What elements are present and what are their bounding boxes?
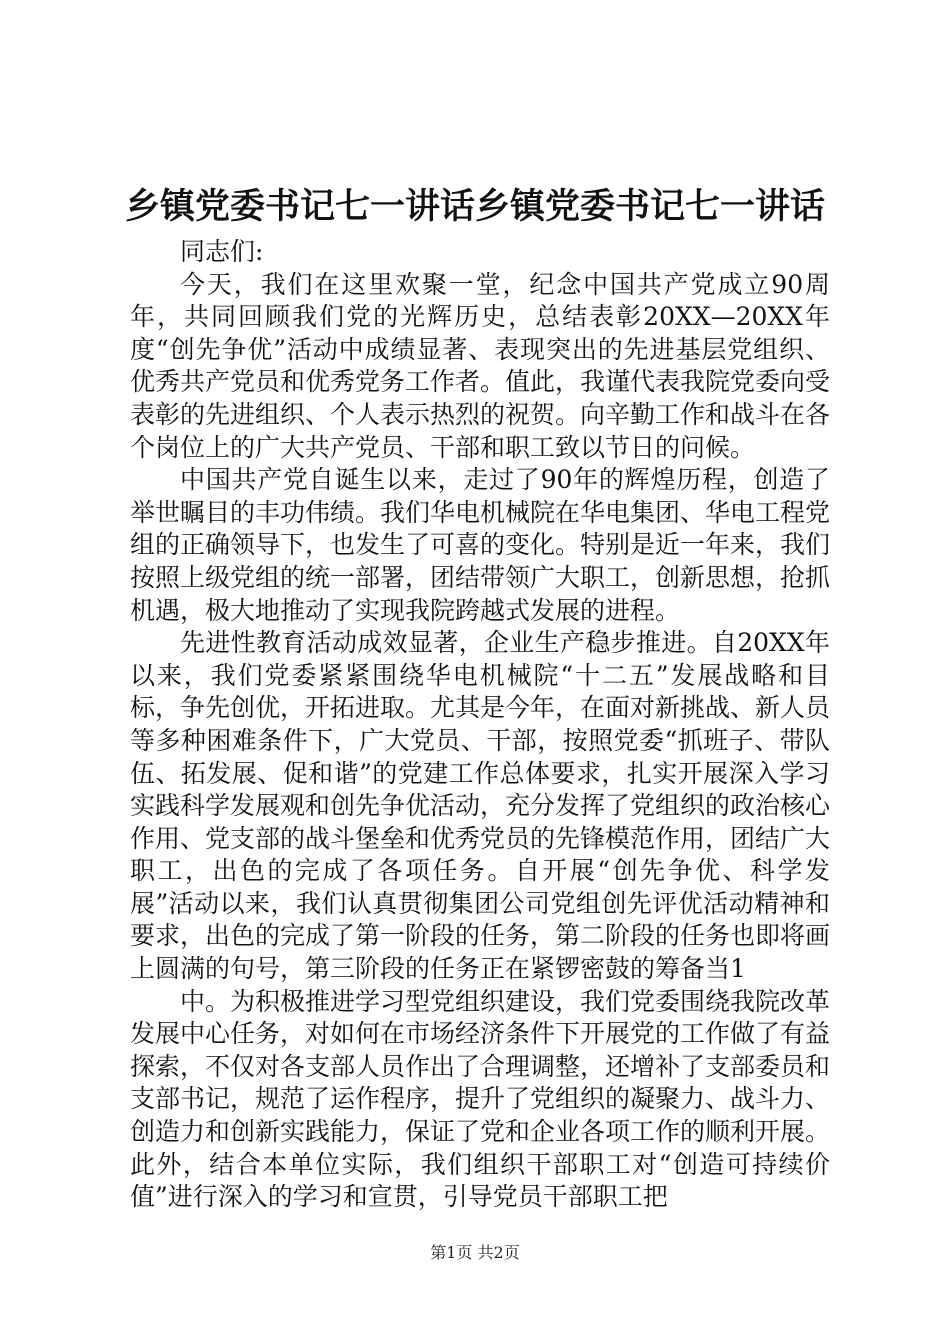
page-footer: 第1页 共2页 xyxy=(430,1243,520,1262)
body-paragraph: 中。为积极推进学习型党组织建设，我们党委围绕我院改革发展中心任务，对如何在市场经济条件下开展党的工作做了有益探索，不仅对各支部人员作出了合理调整，还增补了支部委员和支部书记，规范了运作程序，提升了党组织的凝聚力、战斗力、创造力和创新实践能力，保证了党和企业各项工作的顺利开展。此外，结合本单位实际，我们组织干部职工对“创造可持续价值”进行深入的学习和宣贯，引导党员干部职工把 xyxy=(130,986,831,1212)
body-paragraph: 今天，我们在这里欢聚一堂，纪念中国共产党成立90周年，共同回顾我们党的光辉历史，总结表彰20XX—20XX年度“创先争优”活动中成绩显著、表现突出的先进基层党组织、优秀共产党员和优秀党务工作者。值此，我谨代表我院党委向受表彰的先进组织、个人表示热烈的祝贺。向辛勤工作和战斗在各个岗位上的广大共产党员、干部和职工致以节日的问候。 xyxy=(130,269,831,462)
body-paragraph: 先进性教育活动成效显著，企业生产稳步推进。自20XX年以来，我们党委紧紧围绕华电机械院“十二五”发展战略和目标，争先创优，开拓进取。尤其是今年，在面对新挑战、新人员等多种困难条件下，广大党员、干部，按照党委“抓班子、带队伍、拓发展、促和谐”的党建工作总体要求，扎实开展深入学习实践科学发展观和创先争优活动，充分发挥了党组织的政治核心作用、党支部的战斗堡垒和优秀党员的先锋模范作用，团结广大职工，出色的完成了各项任务。自开展“创先争优、科学发展”活动以来，我们认真贯彻集团公司党组创先评优活动精神和要求，出色的完成了第一阶段的任务，第二阶段的任务也即将画上圆满的句号，第三阶段的任务正在紧锣密鼓的筹备当1 xyxy=(130,628,831,984)
document-body xyxy=(130,236,830,1214)
greeting-paragraph: 同志们: xyxy=(180,237,264,266)
body-paragraph: 中国共产党自诞生以来，走过了90年的辉煌历程，创造了举世瞩目的丰功伟绩。我们华电机械院在华电集团、华电工程党组的正确领导下，也发生了可喜的变化。特别是近一年来，我们按照上级党组的统一部署，团结带领广大职工，创新思想，抢抓机遇，极大地推动了实现我院跨越式发展的进程。 xyxy=(130,465,831,625)
document-title: 乡镇党委书记七一讲话乡镇党委书记七一讲话 xyxy=(124,187,825,227)
